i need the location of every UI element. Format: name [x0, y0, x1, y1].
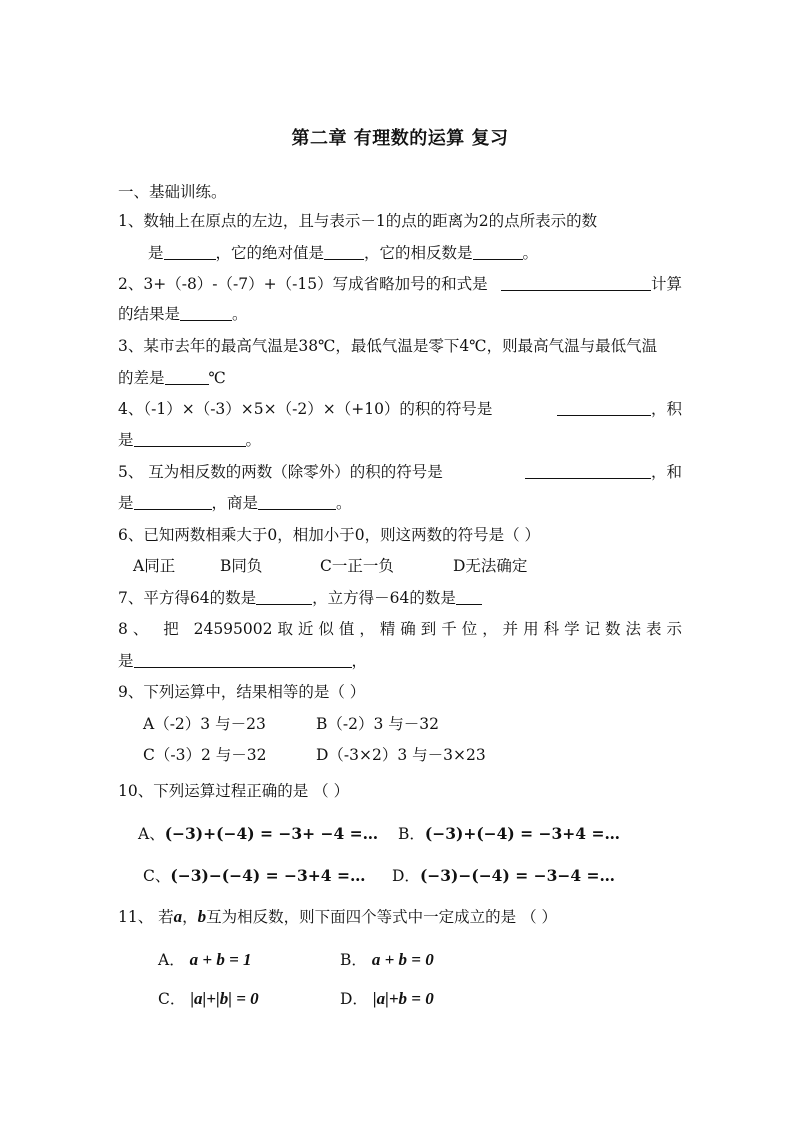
question-6-option-c[interactable]: C一正一负: [320, 557, 394, 575]
math-expression: a + b = 1: [189, 950, 252, 969]
question-9-option-b[interactable]: B（-2）3 与－32: [316, 715, 440, 733]
question-10-stem: 10、下列运算过程正确的是 （ ）: [118, 782, 350, 800]
question-9-stem: 9、下列运算中，结果相等的是（ ）: [118, 683, 366, 701]
question-6-option-d[interactable]: D无法确定: [453, 557, 528, 575]
question-11-stem: 11、 若a，b互为相反数，则下面四个等式中一定成立的是 （ ）: [118, 907, 558, 926]
math-expression: (−3)−(−4) = −3+4 =…: [170, 866, 366, 885]
question-8-line-1: 8、 把 24595002取近似值，精确到千位，并用科学记数法表示: [118, 620, 682, 638]
answer-blank[interactable]: [180, 304, 232, 321]
question-11-option-c[interactable]: C． |a|+|b| = 0: [158, 989, 259, 1008]
question-9-option-a[interactable]: A（-2）3 与－23: [143, 715, 266, 733]
question-10-option-a[interactable]: A、(−3)+(−4) = −3+ −4 =…: [138, 824, 379, 843]
question-10-option-b[interactable]: B．(−3)+(−4) = −3+4 =…: [398, 824, 620, 843]
math-expression: |a|+|b| = 0: [190, 989, 259, 1008]
math-expression: (−3)+(−4) = −3+ −4 =…: [164, 824, 379, 843]
question-3-line-2: 的差是 ℃: [118, 369, 226, 387]
answer-blank[interactable]: [324, 243, 364, 260]
question-2-line-1: 2、3+（-8）-（-7）+（-15）写成省略加号的和式是 计算: [118, 275, 682, 293]
question-10-option-c[interactable]: C、(−3)−(−4) = −3+4 =…: [143, 866, 366, 885]
answer-blank[interactable]: [557, 399, 651, 416]
question-4-line-2: 是 。: [118, 431, 262, 449]
question-5-line-1: 5、 互为相反数的两数（除零外）的积的符号是 ，和: [118, 463, 682, 481]
question-10-option-d[interactable]: D．(−3)−(−4) = −3−4 =…: [392, 866, 616, 885]
question-3-line-1: 3、某市去年的最高气温是38℃，最低气温是零下4℃，则最高气温与最低气温: [118, 337, 658, 355]
answer-blank[interactable]: [456, 588, 482, 605]
question-8-line-2: 是 ，: [118, 652, 368, 670]
question-1-line-1: 1、数轴上在原点的左边，且与表示－1的点的距离为2的点所表示的数: [118, 212, 598, 230]
answer-blank[interactable]: [258, 493, 336, 510]
math-expression: (−3)−(−4) = −3−4 =…: [419, 866, 616, 885]
math-expression: (−3)+(−4) = −3+4 =…: [424, 824, 620, 843]
question-6-option-b[interactable]: B同负: [220, 557, 263, 575]
answer-blank[interactable]: [134, 430, 246, 447]
answer-blank[interactable]: [134, 493, 212, 510]
answer-blank[interactable]: [525, 462, 651, 479]
answer-blank[interactable]: [501, 274, 651, 291]
question-11-option-b[interactable]: B． a + b = 0: [340, 950, 434, 969]
answer-blank[interactable]: [256, 588, 312, 605]
math-expression: a + b = 0: [371, 950, 434, 969]
question-4-line-1: 4、（-1）×（-3）×5×（-2）×（+10）的积的符号是 ，积: [118, 400, 682, 418]
question-9-option-d[interactable]: D（-3×2）3 与－3×23: [316, 746, 486, 764]
answer-blank[interactable]: [164, 243, 216, 260]
question-6-stem: 6、已知两数相乘大于0，相加小于0，则这两数的符号是（ ）: [118, 526, 541, 544]
answer-blank[interactable]: [134, 651, 352, 668]
question-1-line-2: 是 ，它的绝对值是 ，它的相反数是 。: [148, 244, 539, 262]
question-9-option-c[interactable]: C（-3）2 与－32: [143, 746, 267, 764]
question-5-line-2: 是 ，商是 。: [118, 494, 352, 512]
answer-blank[interactable]: [165, 368, 209, 385]
math-expression: |a|+b = 0: [372, 989, 434, 1008]
question-11-option-d[interactable]: D． |a|+b = 0: [340, 989, 434, 1008]
question-2-line-2: 的结果是 。: [118, 305, 248, 323]
question-7: 7、平方得64的数是 ，立方得－64的数是: [118, 587, 482, 609]
question-11-option-a[interactable]: A． a + b = 1: [158, 950, 252, 969]
section-heading: 一、基础训练。: [118, 183, 227, 201]
page-title: 第二章 有理数的运算 复习: [291, 128, 509, 149]
answer-blank[interactable]: [473, 243, 523, 260]
question-6-option-a[interactable]: A同正: [133, 557, 176, 575]
